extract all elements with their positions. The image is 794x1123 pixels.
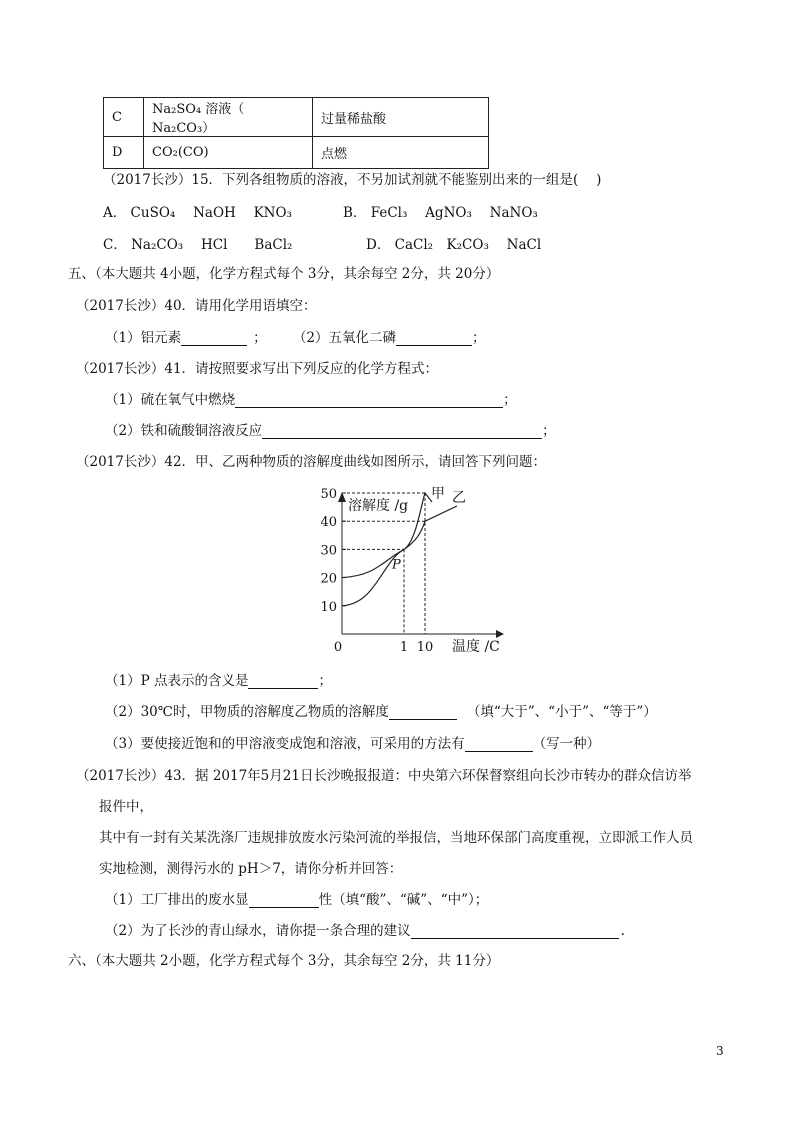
- q15-option-c: C． Na₂CO₃ HCl BaCl₂: [103, 237, 293, 253]
- q42-part3-label: （3）要使接近饱和的甲溶液变成饱和溶液，可采用的方法有: [105, 736, 465, 752]
- section-5-heading: 五、（本大题共 4小题，化学方程式每个 3分，其余每空 2分，共 20分）: [68, 266, 500, 282]
- table-cell-method: 点燃: [313, 137, 489, 169]
- hint-text: （写一种）: [532, 736, 601, 752]
- answer-blank[interactable]: [235, 393, 503, 408]
- q42-line-3: [105, 732, 600, 752]
- q40-line: [105, 326, 485, 346]
- separator: ；: [542, 423, 556, 439]
- y-tick-label: 50: [320, 487, 337, 502]
- x-axis-arrow: [496, 630, 504, 638]
- hint-text: 性（填“酸”、“碱”、“中”）；: [318, 892, 489, 908]
- q42-part1-label: （1）P 点表示的含义是: [105, 673, 249, 689]
- q43-part2-label: （2）为了长沙的青山绿水，请你提一条合理的建议: [105, 923, 411, 939]
- solubility-chart: [300, 480, 520, 660]
- q43-stem-line-2: 报件中，: [99, 799, 153, 815]
- separator: ；: [253, 330, 267, 346]
- y-tick-label: 20: [320, 571, 337, 587]
- series-label-jia: 甲: [431, 486, 445, 502]
- x-tick-label: 1: [399, 640, 409, 655]
- answer-blank[interactable]: [181, 331, 247, 346]
- separator: ；: [503, 392, 517, 408]
- answer-blank[interactable]: [249, 893, 319, 908]
- answer-blank[interactable]: [262, 424, 542, 439]
- x-axis-title: 温度 /C: [452, 639, 500, 655]
- y-tick-label: 10: [320, 599, 337, 615]
- answer-blank[interactable]: [389, 705, 457, 720]
- q43-line-1: [105, 888, 488, 908]
- answer-blank[interactable]: [411, 924, 619, 939]
- q43-line-2: [105, 919, 625, 939]
- q15-option-b: B． FeCl₃ AgNO₃ NaNO₃: [343, 205, 538, 221]
- q15-stem: （2017长沙）15．下列各组物质的溶液，不另加试剂就不能鉴别出来的一组是( ): [103, 172, 602, 188]
- q43-stem-line-4: 实地检测，测得污水的 pH＞7，请你分析并回答：: [99, 861, 403, 877]
- x-tick-label: 10: [416, 640, 434, 655]
- q41-stem: （2017长沙）41．请按照要求写出下列反应的化学方程式：: [76, 361, 439, 377]
- answer-blank[interactable]: [465, 737, 533, 752]
- options-table: [103, 97, 489, 169]
- q41-part2-label: （2）铁和硫酸铜溶液反应: [105, 423, 263, 439]
- q42-line-1: [105, 669, 332, 689]
- table-row: [104, 137, 489, 169]
- y-tick-label: 30: [320, 543, 337, 559]
- q43-stem-line-1: （2017长沙）43．据 2017年5月21日长沙晚报报道：中央第六环保督察组向长沙市转办的群众信访举: [76, 768, 692, 784]
- table-cell-method: 过量稀盐酸: [313, 98, 489, 137]
- table-cell-letter: D: [104, 137, 144, 169]
- q41-line-1: [105, 388, 517, 408]
- q43-stem-line-3: 其中有一封有关某洗涤厂违规排放废水污染河流的举报信，当地环保部门高度重视，立即派工作人员: [99, 830, 693, 846]
- separator: .: [620, 923, 625, 939]
- q42-stem: （2017长沙）42．甲、乙两种物质的溶解度曲线如图所示，请回答下列问题：: [76, 454, 547, 470]
- q41-line-2: [105, 419, 556, 439]
- q42-line-2: [105, 700, 657, 720]
- q41-part1-label: （1）硫在氧气中燃烧: [105, 392, 236, 408]
- table-cell-letter: C: [104, 98, 144, 137]
- table-cell-substance: CO₂(CO): [144, 137, 313, 169]
- table-cell-substance: Na₂SO₄ 溶液（ Na₂CO₃）: [144, 98, 313, 137]
- point-label-p: P: [392, 557, 401, 573]
- q40-part1-label: （1）铝元素: [105, 330, 182, 346]
- q40-stem: （2017长沙）40．请用化学用语填空：: [76, 298, 317, 314]
- answer-blank[interactable]: [248, 674, 318, 689]
- x-tick-label: 0: [333, 640, 343, 655]
- y-axis-title: 溶解度 /g: [348, 498, 409, 514]
- q15-option-a: A． CuSO₄ NaOH KNO₃: [103, 205, 292, 221]
- hint-text: （填“大于”、“小于”、“等于”）: [466, 704, 657, 720]
- q42-part2-label: （2）30℃时，甲物质的溶解度乙物质的溶解度: [105, 704, 389, 720]
- separator: ；: [471, 330, 486, 346]
- q15-option-d: D． CaCl₂ K₂CO₃ NaCl: [366, 237, 542, 253]
- table-row: [104, 98, 489, 137]
- separator: ；: [318, 673, 332, 689]
- q40-part2-label: （2）五氧化二磷: [292, 330, 396, 346]
- series-label-yi: 乙: [452, 490, 466, 506]
- page-number: 3: [716, 1044, 724, 1058]
- section-6-heading: 六、（本大题共 2小题，化学方程式每个 3分，其余每空 2分，共 11分）: [68, 953, 500, 969]
- answer-blank[interactable]: [396, 331, 472, 346]
- y-tick-label: 40: [320, 515, 337, 531]
- q43-part1-label: （1）工厂排出的废水显: [105, 892, 249, 908]
